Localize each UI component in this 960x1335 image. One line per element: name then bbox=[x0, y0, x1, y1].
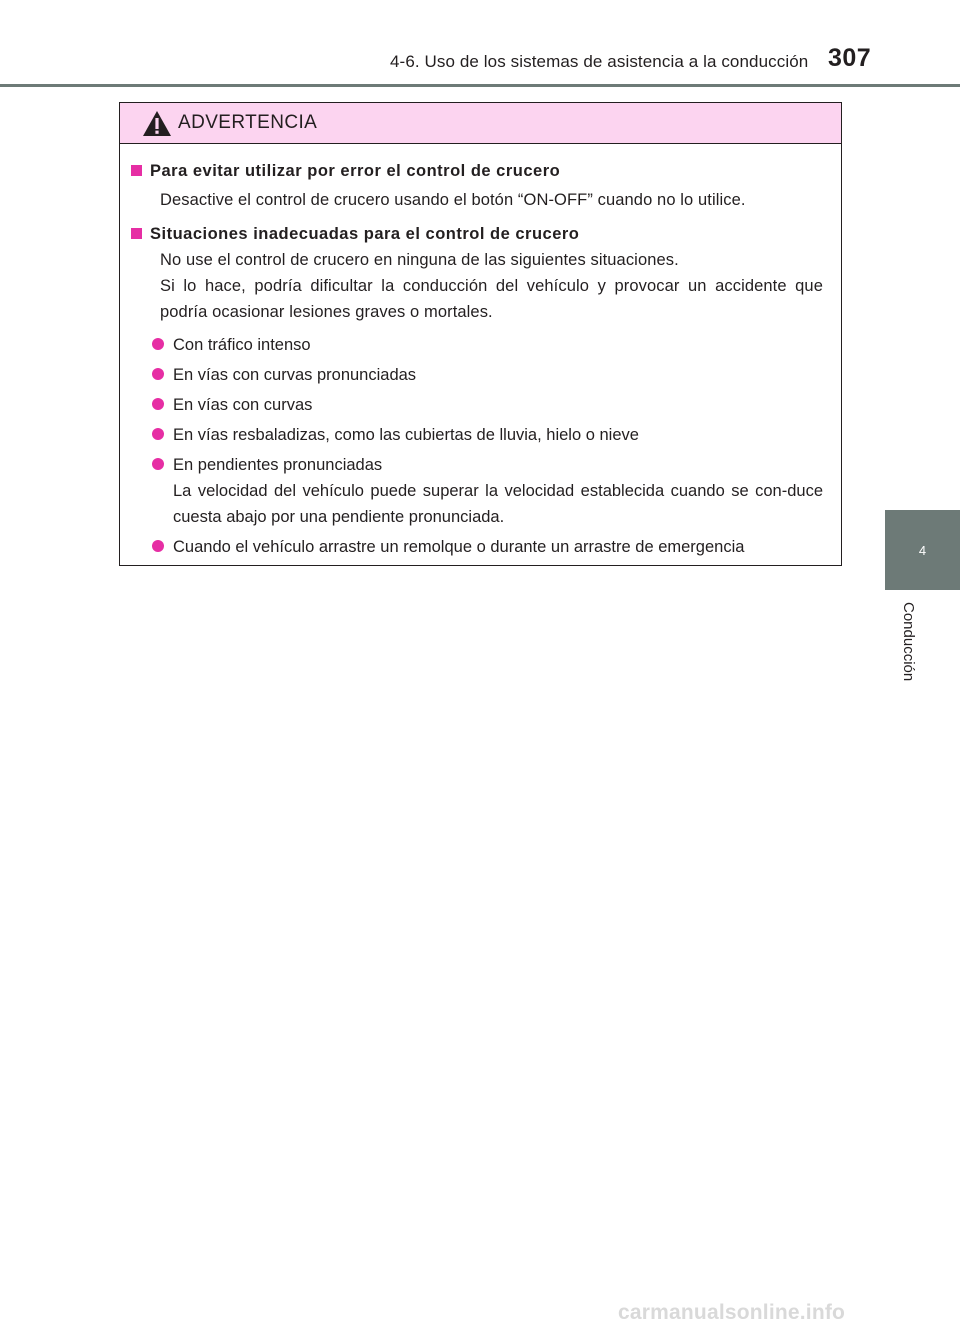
list-item-text: Cuando el vehículo arrastre un remolque o durante un arrastre de emergencia bbox=[173, 538, 745, 556]
section-heading-text: Situaciones inadecuadas para el control de crucero bbox=[150, 225, 580, 243]
circle-bullet-icon bbox=[152, 540, 164, 552]
list-item-text: En vías con curvas pronunciadas bbox=[173, 366, 417, 384]
warning-body bbox=[120, 144, 841, 560]
list-item bbox=[152, 452, 823, 530]
list-item bbox=[152, 392, 823, 418]
circle-bullet-icon bbox=[152, 368, 164, 380]
list-item-text: En pendientes pronunciadas bbox=[173, 456, 383, 474]
section-title: 4-6. Uso de los sistemas de asistencia a la conducción bbox=[390, 52, 809, 71]
page-number: 307 bbox=[828, 44, 872, 72]
paragraph: Desactive el control de crucero usando el botón “ON-OFF” cuando no lo utilice. bbox=[160, 191, 746, 209]
watermark: carmanualsonline.info bbox=[618, 1301, 846, 1324]
list-item-text: En vías con curvas bbox=[173, 396, 313, 414]
warning-header bbox=[120, 103, 841, 144]
list-item bbox=[152, 362, 823, 388]
header-rule bbox=[0, 84, 960, 87]
chapter-tab[interactable] bbox=[885, 510, 960, 590]
list-item-body bbox=[173, 452, 823, 530]
square-bullet-icon bbox=[131, 228, 142, 239]
section-heading bbox=[131, 158, 823, 184]
circle-bullet-icon bbox=[152, 458, 164, 470]
paragraph: No use el control de crucero en ninguna de las siguientes situaciones. bbox=[160, 251, 679, 269]
warning-box bbox=[119, 102, 842, 566]
list-item-text: En vías resbaladizas, como las cubiertas de lluvia, hielo o nieve bbox=[173, 426, 639, 444]
paragraph: Si lo hace, podría dificultar la conducción del vehículo y provocar un accidente que podría ocasionar lesiones graves o mortales. bbox=[160, 277, 823, 321]
section-heading-text: Para evitar utilizar por error el control de crucero bbox=[150, 162, 561, 180]
square-bullet-icon bbox=[131, 165, 142, 176]
section-heading bbox=[131, 221, 823, 247]
warning-title: ADVERTENCIA bbox=[178, 112, 318, 133]
list-item-detail: La velocidad del vehículo puede superar la velocidad establecida cuando se con-duce cuesta abajo por una pendiente pronunciada. bbox=[173, 482, 823, 526]
circle-bullet-icon bbox=[152, 428, 164, 440]
chapter-number: 4 bbox=[918, 542, 927, 558]
list-item bbox=[152, 534, 823, 560]
list-item bbox=[152, 332, 823, 358]
chapter-label: Conducción bbox=[900, 602, 917, 682]
bullet-list bbox=[131, 332, 823, 560]
warning-triangle-icon bbox=[142, 110, 172, 137]
circle-bullet-icon bbox=[152, 338, 164, 350]
circle-bullet-icon bbox=[152, 398, 164, 410]
list-item bbox=[152, 422, 823, 448]
list-item-text: Con tráfico intenso bbox=[173, 336, 311, 354]
